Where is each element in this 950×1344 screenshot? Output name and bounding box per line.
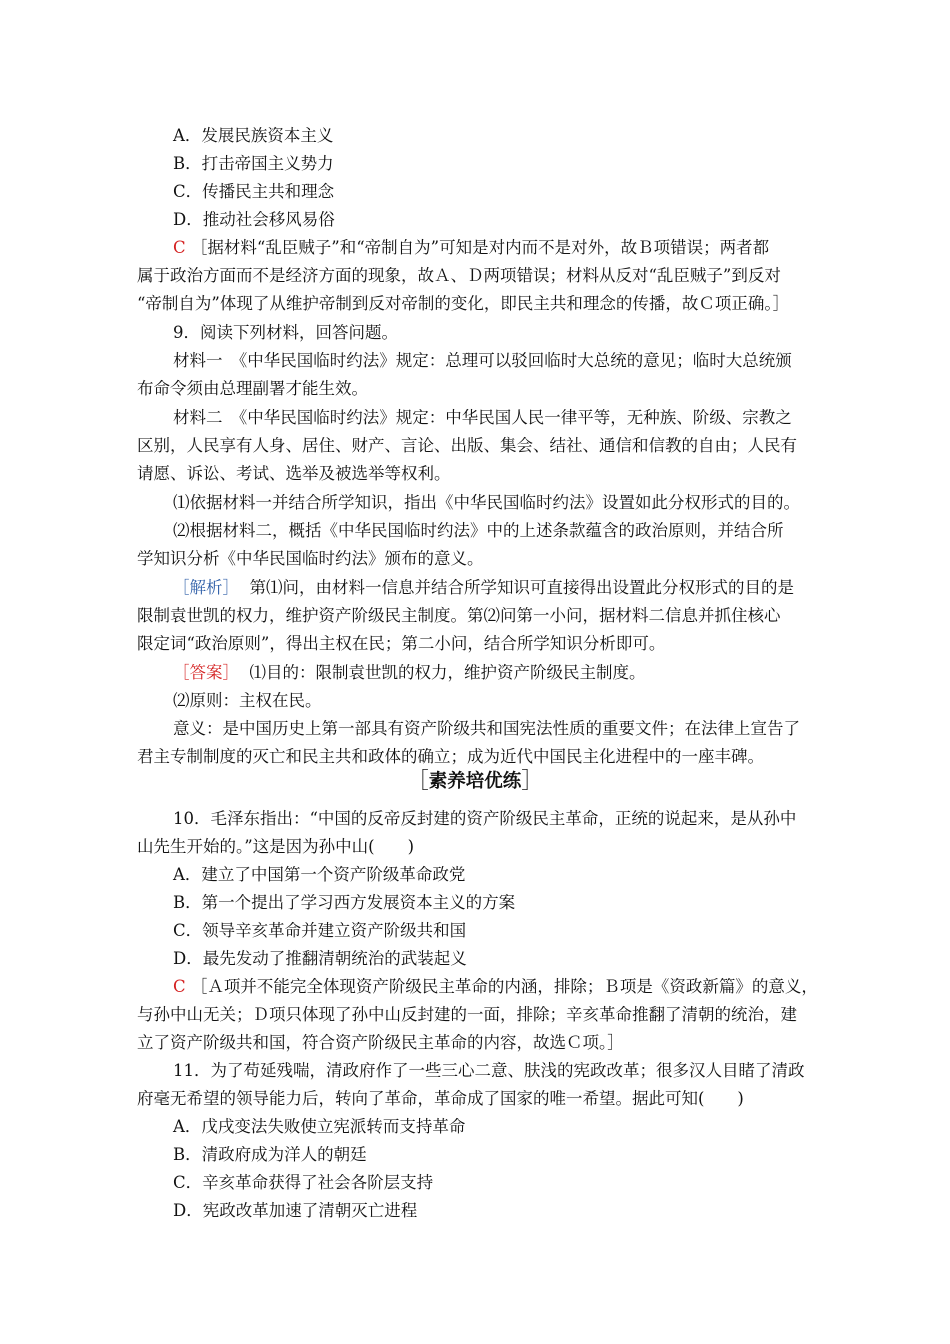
q11-option-d: D．宪政改革加速了清朝灭亡进程 — [173, 1201, 418, 1220]
q9-sub-question-2-line2: 学知识分析《中华民国临时约法》颁布的意义。 — [137, 549, 484, 568]
q9-material1-line1: 材料一 《中华民国临时约法》规定：总理可以驳回临时大总统的意见；临时大总统颁 — [173, 351, 792, 370]
q10-explanation-line2: 与孙中山无关；Ｄ项只体现了孙中山反封建的一面，排除；辛亥革命推翻了清朝的统治，建 — [137, 1005, 797, 1024]
q11-option-b: B．清政府成为洋人的朝廷 — [173, 1145, 367, 1164]
q9-sub-question-2-line1: ⑵根据材料二，概括《中华民国临时约法》中的上述条款蕴含的政治原则，并结合所 — [173, 521, 784, 540]
q11-option-a: A．戊戌变法失败使立宪派转而支持革命 — [173, 1117, 466, 1136]
q9-material2-line1: 材料二 《中华民国临时约法》规定：中华民国人民一律平等，无种族、阶级、宗教之 — [173, 408, 792, 427]
q9-sub-question-1: ⑴依据材料一并结合所学知识，指出《中华民国临时约法》设置如此分权形式的目的。 — [173, 493, 800, 512]
q11-stem-line2: 府毫无希望的领导能力后，转向了革命，革命成了国家的唯一希望。据此可知( ) — [137, 1089, 744, 1108]
q8-explanation-line1: C ［据材料“乱臣贼子”和“帝制自为”可知是对内而不是对外，故Ｂ项错误；两者都 — [173, 238, 770, 257]
q8-option-c: C．传播民主共和理念 — [173, 182, 335, 201]
q8-answer-letter: C — [173, 238, 186, 257]
q8-explanation-line3: “帝制自为”体现了从维护帝制到反对帝制的变化，即民主共和理念的传播，故Ｃ项正确。］ — [137, 294, 790, 313]
q10-option-b: B．第一个提出了学习西方发展资本主义的方案 — [173, 893, 516, 912]
q11-stem-line1: 11．为了苟延残喘，清政府作了一些三心二意、肤浅的宪政改革；很多汉人目睹了清政 — [173, 1061, 805, 1080]
q9-analysis-line3: 限定词“政治原则”，得出主权在民；第二小问，结合所学知识分析即可。 — [137, 634, 666, 653]
q10-option-d: D．最先发动了推翻清朝统治的武装起义 — [173, 949, 467, 968]
q9-material2-line3: 请愿、诉讼、考试、选举及被选举等权利。 — [137, 464, 451, 483]
analysis-tag: ［解析］ — [173, 578, 239, 597]
q10-stem-line1: 10．毛泽东指出：“中国的反帝反封建的资产阶级民主革命，正统的说起来，是从孙中 — [173, 809, 797, 828]
q9-stem: 9．阅读下列材料，回答问题。 — [173, 323, 398, 342]
q9-analysis-line1: ［解析］ 第⑴问，由材料一信息并结合所学知识可直接得出设置此分权形式的目的是 — [173, 578, 794, 597]
q9-analysis-line2: 限制袁世凯的权力，维护资产阶级民主制度。第⑵问第一小问，据材料二信息并抓住核心 — [137, 606, 781, 625]
q9-answer-line2: ⑵原则：主权在民。 — [173, 691, 322, 710]
q9-material2-line2: 区别，人民享有人身、居住、财产、言论、出版、集会、结社、通信和信教的自由；人民有 — [137, 436, 797, 455]
q10-option-a: A．建立了中国第一个资产阶级革命政党 — [173, 865, 466, 884]
q9-answer-line1: ［答案］ ⑴目的：限制袁世凯的权力，维护资产阶级民主制度。 — [173, 663, 646, 682]
q10-stem-line2: 山先生开始的。”这是因为孙中山( ) — [137, 837, 415, 856]
q9-material1-line2: 布命令须由总理副署才能生效。 — [137, 379, 368, 398]
section-title-text: 素养培优练 — [428, 771, 522, 792]
q8-option-a: A．发展民族资本主义 — [173, 126, 334, 145]
q10-answer-letter: C — [173, 977, 186, 996]
q8-option-d: D．推动社会移风易俗 — [173, 210, 335, 229]
q8-explanation-line2: 属于政治方面而不是经济方面的现象，故Ａ、Ｄ两项错误；材料从反对“乱臣贼子”到反对 — [137, 266, 781, 285]
answer-tag: ［答案］ — [173, 663, 239, 682]
q11-option-c: C．辛亥革命获得了社会各阶层支持 — [173, 1173, 434, 1192]
q10-explanation-line1: C ［Ａ项并不能完全体现资产阶级民主革命的内涵，排除；Ｂ项是《资政新篇》的意义， — [173, 977, 818, 996]
q9-meaning-line2: 君主专制制度的灭亡和民主共和政体的确立；成为近代中国民主化进程中的一座丰碑。 — [137, 747, 764, 766]
q8-option-b: B．打击帝国主义势力 — [173, 154, 334, 173]
q10-option-c: C．领导辛亥革命并建立资产阶级共和国 — [173, 921, 467, 940]
q9-meaning-line1: 意义：是中国历史上第一部具有资产阶级共和国宪法性质的重要文件；在法律上宣告了 — [173, 719, 800, 738]
section-heading: ［素养培优练］ — [406, 769, 544, 794]
q10-explanation-line3: 立了资产阶级共和国，符合资产阶级民主革命的内容，故选Ｃ项。］ — [137, 1033, 624, 1052]
